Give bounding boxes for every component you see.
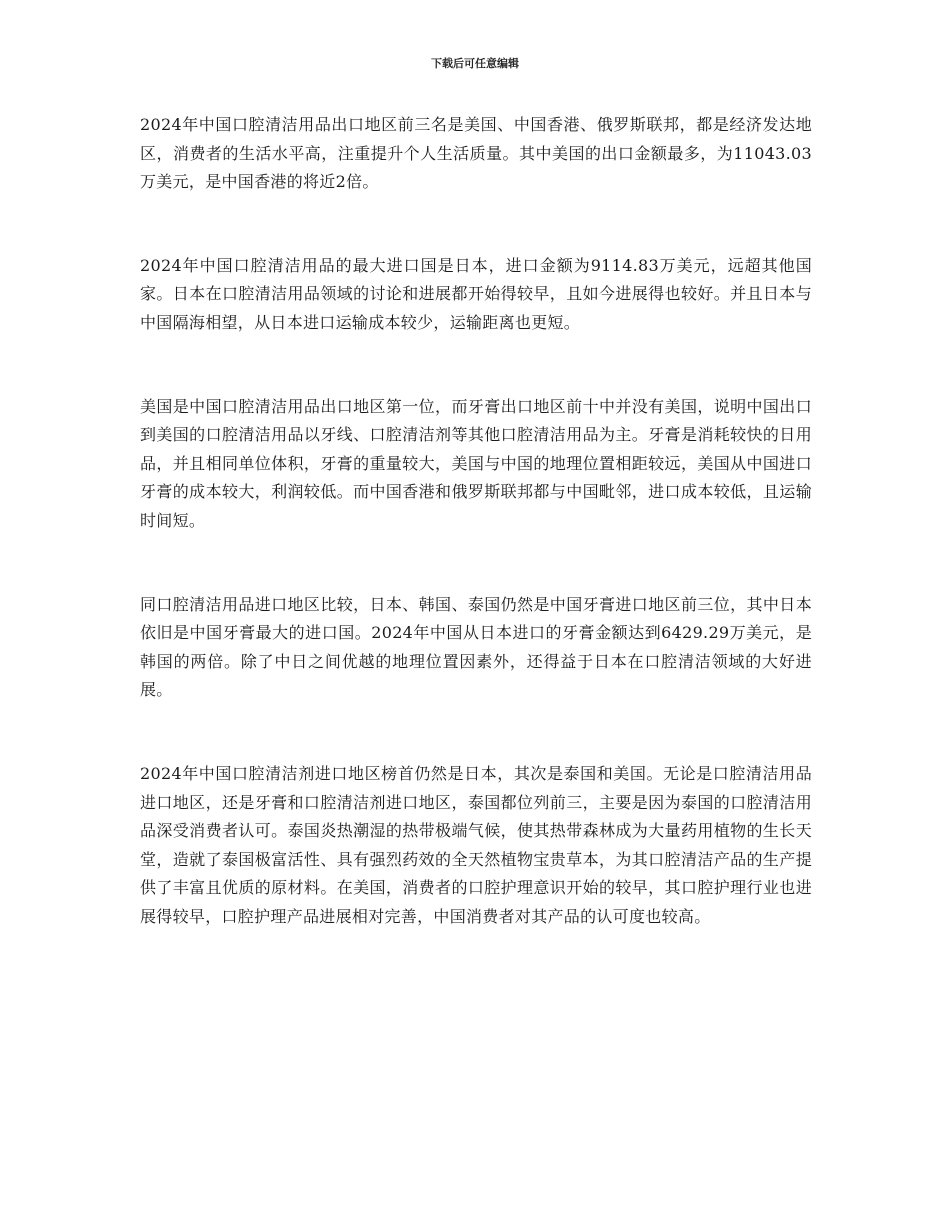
- paragraph-export-regions: 2024年中国口腔清洁用品出口地区前三名是美国、中国香港、俄罗斯联邦，都是经济发达地区，消费者的生活水平高，注重提升个人生活质量。其中美国的出口金额最多，为11043.03万美元，是中国香港的将近2倍。: [140, 115, 812, 192]
- page-header-note: 下载后可任意编辑: [431, 57, 519, 70]
- paragraph-toothpaste-import: 同口腔清洁用品进口地区比较，日本、韩国、泰国仍然是中国牙膏进口地区前三位，其中日本依旧是中国牙膏最大的进口国。2024年中国从日本进口的牙膏金额达到6429.29万美元，是韩国的两倍。除了中日之间优越的地理位置因素外，还得益于日本在口腔清洁领域的大好进展。: [140, 594, 812, 700]
- paragraph-usa-export: 美国是中国口腔清洁用品出口地区第一位，而牙膏出口地区前十中并没有美国，说明中国出口到美国的口腔清洁用品以牙线、口腔清洁剂等其他口腔清洁用品为主。牙膏是消耗较快的日用品，并且相同单位体积，牙膏的重量较大，美国与中国的地理位置相距较远，美国从中国进口牙膏的成本较大，利润较低。而中国香港和俄罗斯联邦都与中国毗邻，进口成本较低，且运输时间短。: [140, 396, 812, 530]
- paragraph-import-japan: 2024年中国口腔清洁用品的最大进口国是日本，进口金额为9114.83万美元，远超其他国家。日本在口腔清洁用品领域的讨论和进展都开始得较早，且如今进展得也较好。并且日本与中国隔海相望，从日本进口运输成本较少，运输距离也更短。: [140, 255, 812, 332]
- paragraph-cleanser-import: 2024年中国口腔清洁剂进口地区榜首仍然是日本，其次是泰国和美国。无论是口腔清洁用品进口地区，还是牙膏和口腔清洁剂进口地区，泰国都位列前三，主要是因为泰国的口腔清洁用品深受消费者认可。泰国炎热潮湿的热带极端气候，使其热带森林成为大量药用植物的生长天堂，造就了泰国极富活性、具有强烈药效的全天然植物宝贵草本，为其口腔清洁产品的生产提供了丰富且优质的原材料。在美国，消费者的口腔护理意识开始的较早，其口腔护理行业也进展得较早，口腔护理产品进展相对完善，中国消费者对其产品的认可度也较高。: [140, 763, 812, 926]
- document-body: [140, 111, 812, 986]
